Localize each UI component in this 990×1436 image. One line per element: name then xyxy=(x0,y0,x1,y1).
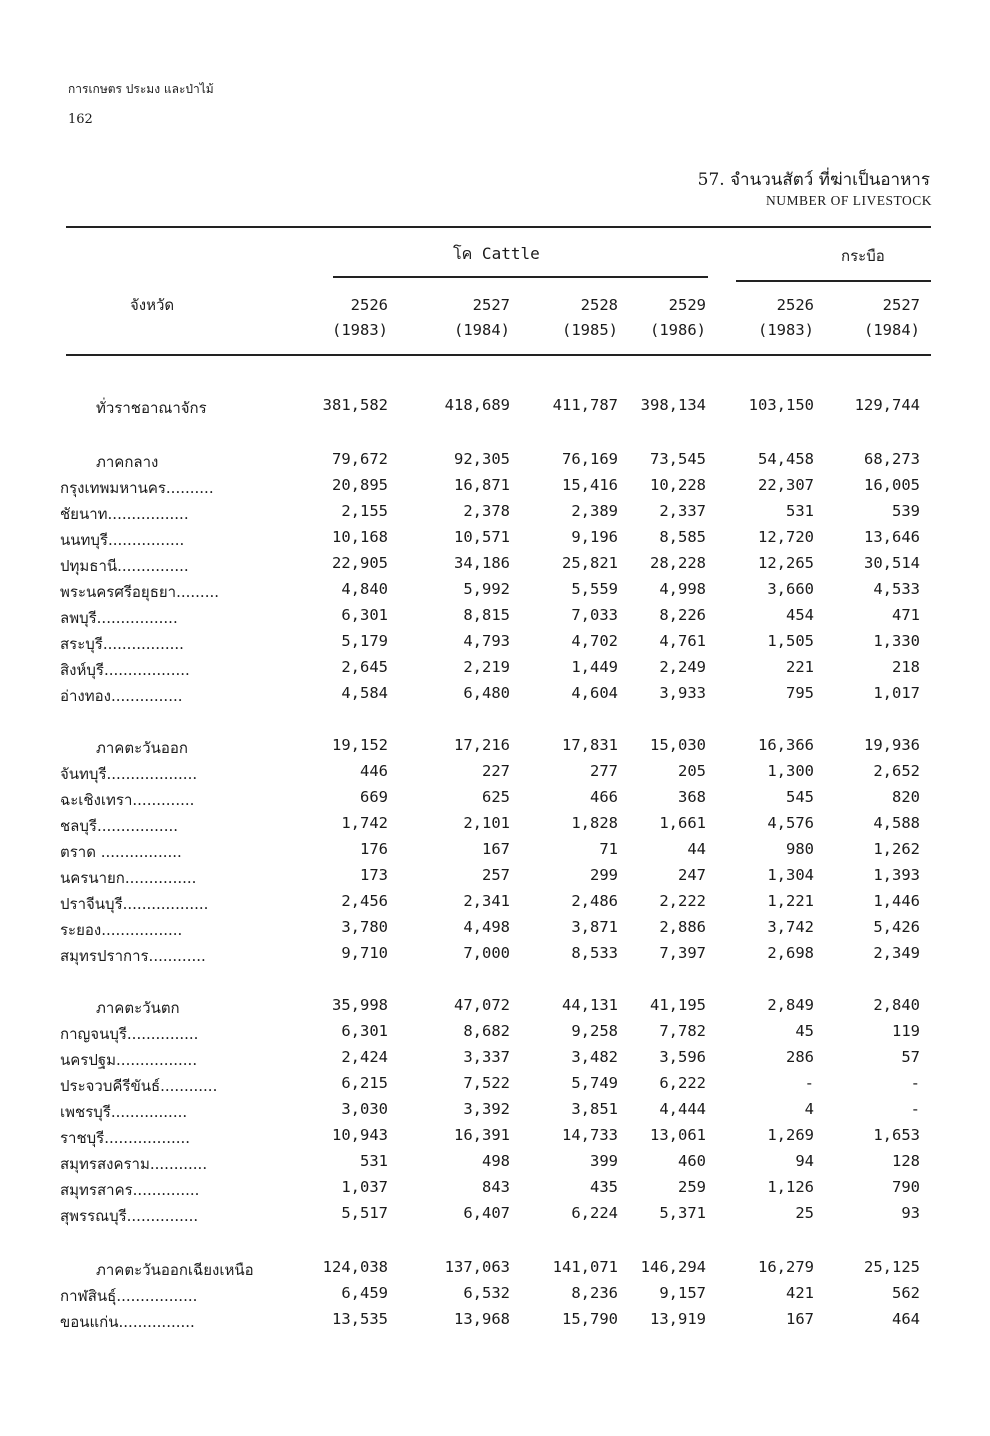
province-row xyxy=(0,1178,990,1204)
value-cell: 17,831 xyxy=(562,736,618,754)
value-cell: 5,559 xyxy=(571,580,618,598)
value-cell: 13,535 xyxy=(332,1310,388,1328)
value-cell: 68,273 xyxy=(864,450,920,468)
value-cell: 7,522 xyxy=(463,1074,510,1092)
value-cell: 2,101 xyxy=(463,814,510,832)
province-label: ชัยนาท................. xyxy=(60,505,189,523)
value-cell: 41,195 xyxy=(650,996,706,1014)
region-row xyxy=(0,736,990,762)
province-row xyxy=(0,1152,990,1178)
value-cell: 1,393 xyxy=(873,866,920,884)
province-row xyxy=(0,580,990,606)
province-label: นนทบุรี................ xyxy=(60,531,185,549)
year-common-era: (1985) xyxy=(562,321,618,339)
value-cell: - xyxy=(804,1074,814,1092)
province-row xyxy=(0,1204,990,1230)
value-cell: 464 xyxy=(892,1310,920,1328)
value-cell: 8,533 xyxy=(571,944,618,962)
value-cell: 176 xyxy=(360,840,388,858)
value-cell: 19,936 xyxy=(864,736,920,754)
province-label: ประจวบคีรีขันธ์............ xyxy=(60,1077,218,1095)
value-cell: 3,742 xyxy=(767,918,814,936)
value-cell: 4,533 xyxy=(873,580,920,598)
value-cell: 531 xyxy=(360,1152,388,1170)
province-label: ปราจีนบุรี.................. xyxy=(60,895,209,913)
value-cell: 137,063 xyxy=(444,1258,510,1276)
value-cell: 22,307 xyxy=(758,476,814,494)
value-cell: 20,895 xyxy=(332,476,388,494)
buffalo-group-header: กระบือ xyxy=(841,247,885,265)
province-row xyxy=(0,502,990,528)
value-cell: 71 xyxy=(599,840,618,858)
province-label: อ่างทอง............... xyxy=(60,687,183,705)
value-cell: 2,652 xyxy=(873,762,920,780)
value-cell: 7,397 xyxy=(659,944,706,962)
value-cell: 35,998 xyxy=(332,996,388,1014)
year-buddhist-era: 2527 xyxy=(472,296,510,314)
value-cell: 25,125 xyxy=(864,1258,920,1276)
value-cell: 45 xyxy=(795,1022,814,1040)
value-cell: 5,992 xyxy=(463,580,510,598)
province-row xyxy=(0,944,990,970)
province-row xyxy=(0,1074,990,1100)
value-cell: 17,216 xyxy=(454,736,510,754)
year-common-era: (1984) xyxy=(864,321,920,339)
province-row xyxy=(0,814,990,840)
value-cell: 466 xyxy=(590,788,618,806)
value-cell: 2,698 xyxy=(767,944,814,962)
value-cell: 9,157 xyxy=(659,1284,706,1302)
value-cell: 277 xyxy=(590,762,618,780)
value-cell: 167 xyxy=(786,1310,814,1328)
province-label: ลพบุรี................. xyxy=(60,609,178,627)
value-cell: 257 xyxy=(482,866,510,884)
value-cell: 79,672 xyxy=(332,450,388,468)
value-cell: 2,337 xyxy=(659,502,706,520)
value-cell: 10,571 xyxy=(454,528,510,546)
province-label: ชลบุรี................. xyxy=(60,817,179,835)
value-cell: 418,689 xyxy=(444,396,510,414)
year-buddhist-era: 2526 xyxy=(350,296,388,314)
value-cell: 2,849 xyxy=(767,996,814,1014)
value-cell: 4,498 xyxy=(463,918,510,936)
province-row xyxy=(0,788,990,814)
value-cell: 4,840 xyxy=(341,580,388,598)
value-cell: 9,710 xyxy=(341,944,388,962)
value-cell: 820 xyxy=(892,788,920,806)
section-label: การเกษตร ประมง และป่าไม้ xyxy=(68,82,214,96)
value-cell: 1,262 xyxy=(873,840,920,858)
value-cell: 14,733 xyxy=(562,1126,618,1144)
value-cell: 2,249 xyxy=(659,658,706,676)
value-cell: 4,588 xyxy=(873,814,920,832)
value-cell: - xyxy=(910,1100,920,1118)
value-cell: 7,000 xyxy=(463,944,510,962)
province-row xyxy=(0,840,990,866)
province-column-header: จังหวัด xyxy=(130,296,175,314)
value-cell: 25,821 xyxy=(562,554,618,572)
year-buddhist-era: 2529 xyxy=(668,296,706,314)
value-cell: 167 xyxy=(482,840,510,858)
value-cell: 531 xyxy=(786,502,814,520)
value-cell: 6,301 xyxy=(341,1022,388,1040)
year-common-era: (1984) xyxy=(454,321,510,339)
value-cell: 454 xyxy=(786,606,814,624)
value-cell: 10,228 xyxy=(650,476,706,494)
value-cell: 44,131 xyxy=(562,996,618,1014)
value-cell: 539 xyxy=(892,502,920,520)
value-cell: 1,505 xyxy=(767,632,814,650)
value-cell: 3,030 xyxy=(341,1100,388,1118)
region-row xyxy=(0,996,990,1022)
province-label: สมุทรปราการ............ xyxy=(60,947,206,965)
value-cell: 4,761 xyxy=(659,632,706,650)
value-cell: 4,584 xyxy=(341,684,388,702)
region-label: ภาคกลาง xyxy=(96,453,159,471)
value-cell: 47,072 xyxy=(454,996,510,1014)
province-label: จันทบุรี................... xyxy=(60,765,198,783)
value-cell: 4 xyxy=(804,1100,814,1118)
region-row xyxy=(0,396,990,422)
value-cell: 669 xyxy=(360,788,388,806)
value-cell: 4,444 xyxy=(659,1100,706,1118)
table-title-thai: 57. จำนวนสัตว์ ที่ฆ่าเป็นอาหาร xyxy=(697,170,930,190)
value-cell: 57 xyxy=(901,1048,920,1066)
region-row xyxy=(0,1258,990,1284)
value-cell: 381,582 xyxy=(322,396,388,414)
value-cell: 8,815 xyxy=(463,606,510,624)
province-row xyxy=(0,866,990,892)
province-label: เพชรบุรี................ xyxy=(60,1103,188,1121)
value-cell: 5,179 xyxy=(341,632,388,650)
value-cell: 795 xyxy=(786,684,814,702)
value-cell: 119 xyxy=(892,1022,920,1040)
value-cell: 4,576 xyxy=(767,814,814,832)
value-cell: 124,038 xyxy=(322,1258,388,1276)
value-cell: 2,155 xyxy=(341,502,388,520)
value-cell: 3,780 xyxy=(341,918,388,936)
value-cell: 6,224 xyxy=(571,1204,618,1222)
value-cell: 471 xyxy=(892,606,920,624)
value-cell: 8,585 xyxy=(659,528,706,546)
province-label: สมุทรสงคราม............ xyxy=(60,1155,208,1173)
value-cell: 16,279 xyxy=(758,1258,814,1276)
value-cell: 13,919 xyxy=(650,1310,706,1328)
value-cell: 625 xyxy=(482,788,510,806)
province-row xyxy=(0,1100,990,1126)
value-cell: 2,886 xyxy=(659,918,706,936)
value-cell: 5,426 xyxy=(873,918,920,936)
value-cell: 8,236 xyxy=(571,1284,618,1302)
province-row xyxy=(0,762,990,788)
value-cell: 1,330 xyxy=(873,632,920,650)
value-cell: - xyxy=(910,1074,920,1092)
value-cell: 2,341 xyxy=(463,892,510,910)
value-cell: 10,168 xyxy=(332,528,388,546)
province-row xyxy=(0,476,990,502)
value-cell: 545 xyxy=(786,788,814,806)
value-cell: 16,005 xyxy=(864,476,920,494)
value-cell: 3,337 xyxy=(463,1048,510,1066)
province-label: สุพรรณบุรี............... xyxy=(60,1207,199,1225)
value-cell: 173 xyxy=(360,866,388,884)
value-cell: 2,378 xyxy=(463,502,510,520)
value-cell: 9,258 xyxy=(571,1022,618,1040)
province-row xyxy=(0,658,990,684)
value-cell: 141,071 xyxy=(552,1258,618,1276)
value-cell: 44 xyxy=(687,840,706,858)
value-cell: 22,905 xyxy=(332,554,388,572)
value-cell: 1,126 xyxy=(767,1178,814,1196)
province-label: นครปฐม................. xyxy=(60,1051,198,1069)
value-cell: 221 xyxy=(786,658,814,676)
value-cell: 1,017 xyxy=(873,684,920,702)
value-cell: 103,150 xyxy=(748,396,814,414)
value-cell: 3,933 xyxy=(659,684,706,702)
value-cell: 2,424 xyxy=(341,1048,388,1066)
value-cell: 286 xyxy=(786,1048,814,1066)
value-cell: 1,661 xyxy=(659,814,706,832)
value-cell: 498 xyxy=(482,1152,510,1170)
value-cell: 299 xyxy=(590,866,618,884)
value-cell: 1,446 xyxy=(873,892,920,910)
value-cell: 3,871 xyxy=(571,918,618,936)
value-cell: 1,221 xyxy=(767,892,814,910)
value-cell: 2,645 xyxy=(341,658,388,676)
value-cell: 1,269 xyxy=(767,1126,814,1144)
province-label: ระยอง................. xyxy=(60,921,183,939)
value-cell: 16,391 xyxy=(454,1126,510,1144)
value-cell: 6,301 xyxy=(341,606,388,624)
year-buddhist-era: 2526 xyxy=(776,296,814,314)
year-buddhist-era: 2528 xyxy=(580,296,618,314)
value-cell: 13,061 xyxy=(650,1126,706,1144)
value-cell: 54,458 xyxy=(758,450,814,468)
value-cell: 6,407 xyxy=(463,1204,510,1222)
value-cell: 843 xyxy=(482,1178,510,1196)
value-cell: 2,222 xyxy=(659,892,706,910)
value-cell: 7,033 xyxy=(571,606,618,624)
value-cell: 368 xyxy=(678,788,706,806)
value-cell: 2,486 xyxy=(571,892,618,910)
value-cell: 92,305 xyxy=(454,450,510,468)
value-cell: 460 xyxy=(678,1152,706,1170)
value-cell: 5,371 xyxy=(659,1204,706,1222)
value-cell: 1,828 xyxy=(571,814,618,832)
value-cell: 76,169 xyxy=(562,450,618,468)
value-cell: 19,152 xyxy=(332,736,388,754)
province-label: กรุงเทพมหานคร.......... xyxy=(60,479,214,497)
value-cell: 4,604 xyxy=(571,684,618,702)
value-cell: 93 xyxy=(901,1204,920,1222)
value-cell: 9,196 xyxy=(571,528,618,546)
region-label: ทั่วราชอาณาจักร xyxy=(96,399,207,417)
value-cell: 6,215 xyxy=(341,1074,388,1092)
value-cell: 34,186 xyxy=(454,554,510,572)
value-cell: 16,366 xyxy=(758,736,814,754)
value-cell: 13,968 xyxy=(454,1310,510,1328)
value-cell: 3,851 xyxy=(571,1100,618,1118)
value-cell: 6,459 xyxy=(341,1284,388,1302)
province-row xyxy=(0,1022,990,1048)
value-cell: 2,840 xyxy=(873,996,920,1014)
province-label: สระบุรี................. xyxy=(60,635,184,653)
value-cell: 1,449 xyxy=(571,658,618,676)
value-cell: 5,749 xyxy=(571,1074,618,1092)
province-row xyxy=(0,1126,990,1152)
value-cell: 7,782 xyxy=(659,1022,706,1040)
value-cell: 15,790 xyxy=(562,1310,618,1328)
value-cell: 1,300 xyxy=(767,762,814,780)
province-row xyxy=(0,528,990,554)
value-cell: 28,228 xyxy=(650,554,706,572)
table-title-english: NUMBER OF LIVESTOCK xyxy=(765,193,932,208)
value-cell: 15,416 xyxy=(562,476,618,494)
province-row xyxy=(0,632,990,658)
value-cell: 129,744 xyxy=(854,396,920,414)
value-cell: 16,871 xyxy=(454,476,510,494)
value-cell: 12,720 xyxy=(758,528,814,546)
province-label: ขอนแก่น................ xyxy=(60,1313,195,1331)
value-cell: 6,222 xyxy=(659,1074,706,1092)
year-common-era: (1986) xyxy=(650,321,706,339)
province-row xyxy=(0,606,990,632)
value-cell: 30,514 xyxy=(864,554,920,572)
value-cell: 2,219 xyxy=(463,658,510,676)
province-row xyxy=(0,1048,990,1074)
province-row xyxy=(0,1310,990,1336)
value-cell: 128 xyxy=(892,1152,920,1170)
region-row xyxy=(0,450,990,476)
value-cell: 227 xyxy=(482,762,510,780)
value-cell: 3,482 xyxy=(571,1048,618,1066)
value-cell: 421 xyxy=(786,1284,814,1302)
province-label: ฉะเชิงเทรา............. xyxy=(60,791,195,809)
value-cell: 8,226 xyxy=(659,606,706,624)
value-cell: 247 xyxy=(678,866,706,884)
value-cell: 4,998 xyxy=(659,580,706,598)
value-cell: 411,787 xyxy=(552,396,618,414)
province-label: สมุทรสาคร.............. xyxy=(60,1181,200,1199)
value-cell: 205 xyxy=(678,762,706,780)
value-cell: 3,392 xyxy=(463,1100,510,1118)
year-common-era: (1983) xyxy=(758,321,814,339)
province-row xyxy=(0,1284,990,1310)
province-row xyxy=(0,554,990,580)
value-cell: 10,943 xyxy=(332,1126,388,1144)
value-cell: 435 xyxy=(590,1178,618,1196)
value-cell: 1,037 xyxy=(341,1178,388,1196)
page-number: 162 xyxy=(68,112,93,127)
value-cell: 980 xyxy=(786,840,814,858)
value-cell: 5,517 xyxy=(341,1204,388,1222)
value-cell: 218 xyxy=(892,658,920,676)
value-cell: 2,349 xyxy=(873,944,920,962)
value-cell: 4,702 xyxy=(571,632,618,650)
year-common-era: (1983) xyxy=(332,321,388,339)
value-cell: 446 xyxy=(360,762,388,780)
value-cell: 146,294 xyxy=(640,1258,706,1276)
value-cell: 1,653 xyxy=(873,1126,920,1144)
value-cell: 25 xyxy=(795,1204,814,1222)
province-label: กาญจนบุรี............... xyxy=(60,1025,199,1043)
value-cell: 6,480 xyxy=(463,684,510,702)
value-cell: 3,660 xyxy=(767,580,814,598)
cattle-group-header: โค Cattle xyxy=(453,244,540,263)
value-cell: 73,545 xyxy=(650,450,706,468)
province-label: กาฬสินธุ์................. xyxy=(60,1287,198,1305)
province-label: ราชบุรี.................. xyxy=(60,1129,191,1147)
province-row xyxy=(0,892,990,918)
region-label: ภาคตะวันออกเฉียงเหนือ xyxy=(96,1261,254,1279)
province-row xyxy=(0,684,990,710)
value-cell: 398,134 xyxy=(640,396,706,414)
value-cell: 1,304 xyxy=(767,866,814,884)
value-cell: 259 xyxy=(678,1178,706,1196)
province-row xyxy=(0,918,990,944)
value-cell: 12,265 xyxy=(758,554,814,572)
value-cell: 8,682 xyxy=(463,1022,510,1040)
province-label: นครนายก............... xyxy=(60,869,197,887)
value-cell: 6,532 xyxy=(463,1284,510,1302)
province-label: ปทุมธานี............... xyxy=(60,557,189,575)
value-cell: 13,646 xyxy=(864,528,920,546)
value-cell: 94 xyxy=(795,1152,814,1170)
value-cell: 3,596 xyxy=(659,1048,706,1066)
province-label: พระนครศรีอยุธยา......... xyxy=(60,583,220,601)
value-cell: 562 xyxy=(892,1284,920,1302)
province-label: สิงห์บุรี.................. xyxy=(60,661,190,679)
value-cell: 4,793 xyxy=(463,632,510,650)
region-label: ภาคตะวันตก xyxy=(96,999,180,1017)
value-cell: 15,030 xyxy=(650,736,706,754)
value-cell: 1,742 xyxy=(341,814,388,832)
value-cell: 2,456 xyxy=(341,892,388,910)
region-label: ภาคตะวันออก xyxy=(96,739,188,757)
value-cell: 790 xyxy=(892,1178,920,1196)
province-label: ตราด ................. xyxy=(60,843,182,861)
year-buddhist-era: 2527 xyxy=(882,296,920,314)
value-cell: 2,389 xyxy=(571,502,618,520)
value-cell: 399 xyxy=(590,1152,618,1170)
